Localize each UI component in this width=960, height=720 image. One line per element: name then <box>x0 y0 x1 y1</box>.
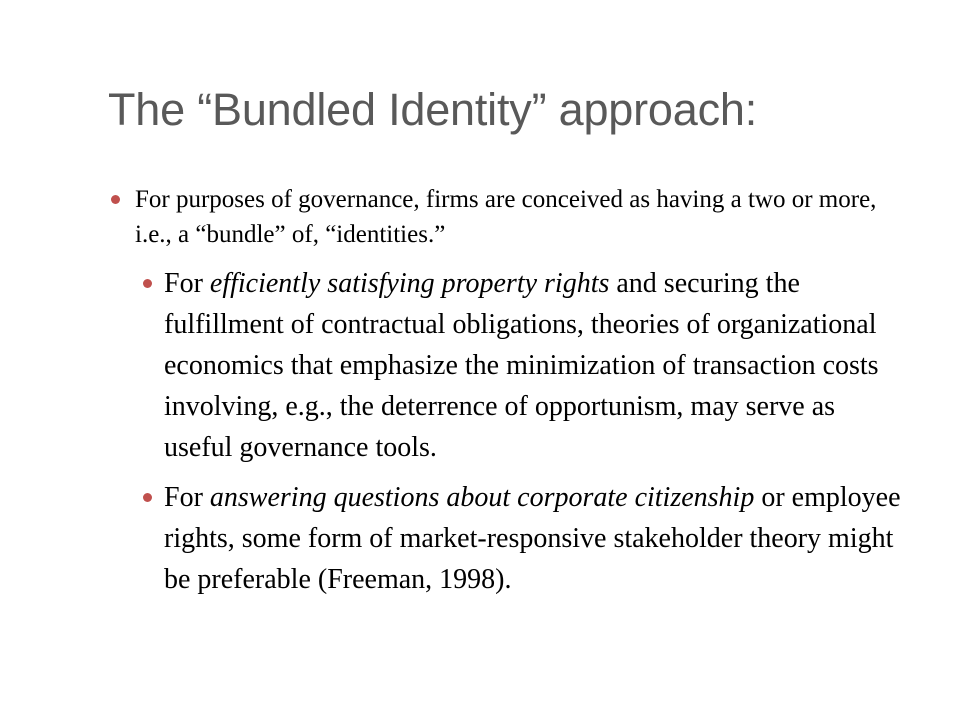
sub-bullet-suffix: and securing the fulfillment of contractual obligations, theories of organizational economics that emphasize the minimization of transaction costs involving, e.g., the deterrence of opportunism, may serve as useful governance tools. <box>164 268 879 463</box>
sub-bullet-prefix: For <box>164 482 210 513</box>
sub-bullet-prefix: For <box>164 268 210 299</box>
bullet-dot-icon <box>143 493 152 502</box>
sub-bullet-emphasis: efficiently satisfying property rights <box>209 268 610 299</box>
bullet-dot-icon <box>143 279 152 288</box>
slide-title: The “Bundled Identity” approach: <box>108 84 758 135</box>
bullet-level-2-property-rights <box>164 263 904 468</box>
sub-bullet-emphasis: answering questions about corporate citizenship <box>209 482 755 513</box>
bullet-level-2-corporate-citizenship <box>164 477 904 600</box>
bullet-dot-icon <box>111 195 120 204</box>
sub-bullet-suffix: or employee rights, some form of market-responsive stakeholder theory might be preferable (Freeman, 1998). <box>164 482 901 595</box>
bullet-level-1: For purposes of governance, firms are conceived as having a two or more, i.e., a “bundle” of, “identities.” <box>135 186 877 248</box>
